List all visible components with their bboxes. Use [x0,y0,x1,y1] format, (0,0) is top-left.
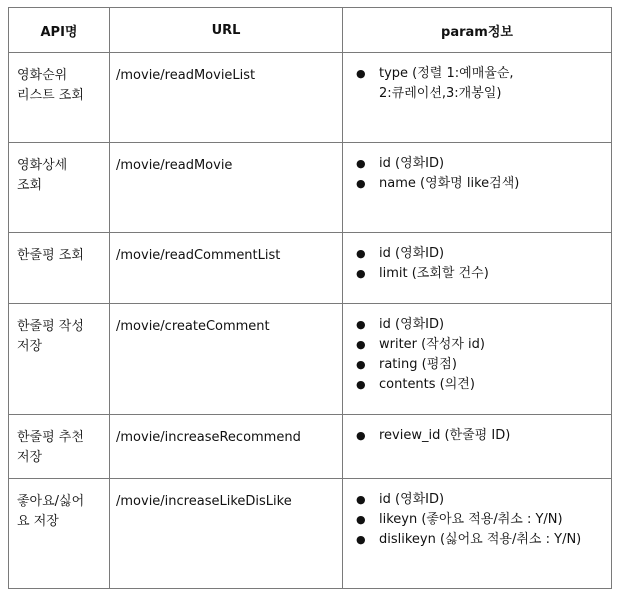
param-text: rating (평점) [379,357,457,372]
header-url: URL [110,8,343,53]
table-header-row [9,8,612,53]
param-list [343,53,611,104]
param-text: id (영화ID) [379,492,445,507]
param-text: id (영화ID) [379,156,445,171]
param-cell [343,304,612,415]
param-item [343,355,611,375]
param-item [343,154,611,174]
api-url: /movie/readMovie [116,158,233,173]
api-name-cell [9,143,110,233]
url-cell [110,479,343,589]
api-url: /movie/increaseRecommend [116,430,301,445]
param-text: limit (조회할 건수) [379,266,489,281]
url-cell [110,143,343,233]
table-row [9,479,612,589]
param-text: contents (의견) [379,377,475,392]
param-list [343,143,611,194]
param-text: writer (작성자 id) [379,337,485,352]
param-text: dislikeyn (싫어요 적용/취소 : Y/N) [379,532,582,547]
api-name: 좋아요/싫어 요 저장 [17,494,85,529]
header-param-info: param정보 [343,8,612,53]
table-row [9,304,612,415]
param-text: review_id (한줄평 ID) [379,428,511,443]
param-cell [343,415,612,479]
api-name-cell [9,233,110,304]
api-name: 한줄평 작성 저장 [17,319,84,354]
api-name-cell [9,479,110,589]
api-name-cell [9,53,110,143]
bullet-icon: ● [356,493,366,506]
bullet-icon: ● [356,513,366,526]
param-cell [343,53,612,143]
api-name-cell [9,415,110,479]
param-item [343,174,611,194]
api-name: 영화상세 조회 [17,158,68,193]
param-item [343,335,611,355]
url-cell [110,415,343,479]
bullet-icon: ● [356,247,366,260]
bullet-icon: ● [356,67,366,80]
param-item [343,244,611,264]
bullet-icon: ● [356,429,366,442]
url-cell [110,53,343,143]
param-cell [343,143,612,233]
bullet-icon: ● [356,318,366,331]
param-list [343,233,611,284]
param-item [343,64,611,104]
param-list [343,479,611,550]
bullet-icon: ● [356,338,366,351]
api-name: 한줄평 조회 [17,248,84,263]
param-text: name (영화명 like검색) [379,176,520,191]
bullet-icon: ● [356,358,366,371]
param-item [343,375,611,395]
param-text: id (영화ID) [379,246,445,261]
bullet-icon: ● [356,157,366,170]
url-cell [110,304,343,415]
header-api-name: API명 [9,8,110,53]
param-text: likeyn (좋아요 적용/취소 : Y/N) [379,512,563,527]
api-url: /movie/readMovieList [116,68,256,83]
param-item [343,510,611,530]
api-url: /movie/createComment [116,319,270,334]
param-item [343,530,611,550]
api-name: 영화순위 리스트 조회 [17,68,84,103]
param-text: type (정렬 1:예매율순, 2:큐레이션,3:개봉일) [379,66,514,101]
param-item [343,490,611,510]
param-cell [343,479,612,589]
table-row [9,143,612,233]
api-url: /movie/readCommentList [116,248,281,263]
api-name: 한줄평 추천 저장 [17,430,84,465]
param-text: id (영화ID) [379,317,445,332]
table-row [9,415,612,479]
url-cell [110,233,343,304]
param-list [343,415,611,446]
param-item [343,426,611,446]
param-item [343,315,611,335]
param-list [343,304,611,395]
api-spec-table [8,7,612,589]
table-row [9,53,612,143]
param-cell [343,233,612,304]
param-item [343,264,611,284]
bullet-icon: ● [356,378,366,391]
bullet-icon: ● [356,177,366,190]
bullet-icon: ● [356,533,366,546]
api-name-cell [9,304,110,415]
table-row [9,233,612,304]
bullet-icon: ● [356,267,366,280]
api-url: /movie/increaseLikeDisLike [116,494,292,509]
